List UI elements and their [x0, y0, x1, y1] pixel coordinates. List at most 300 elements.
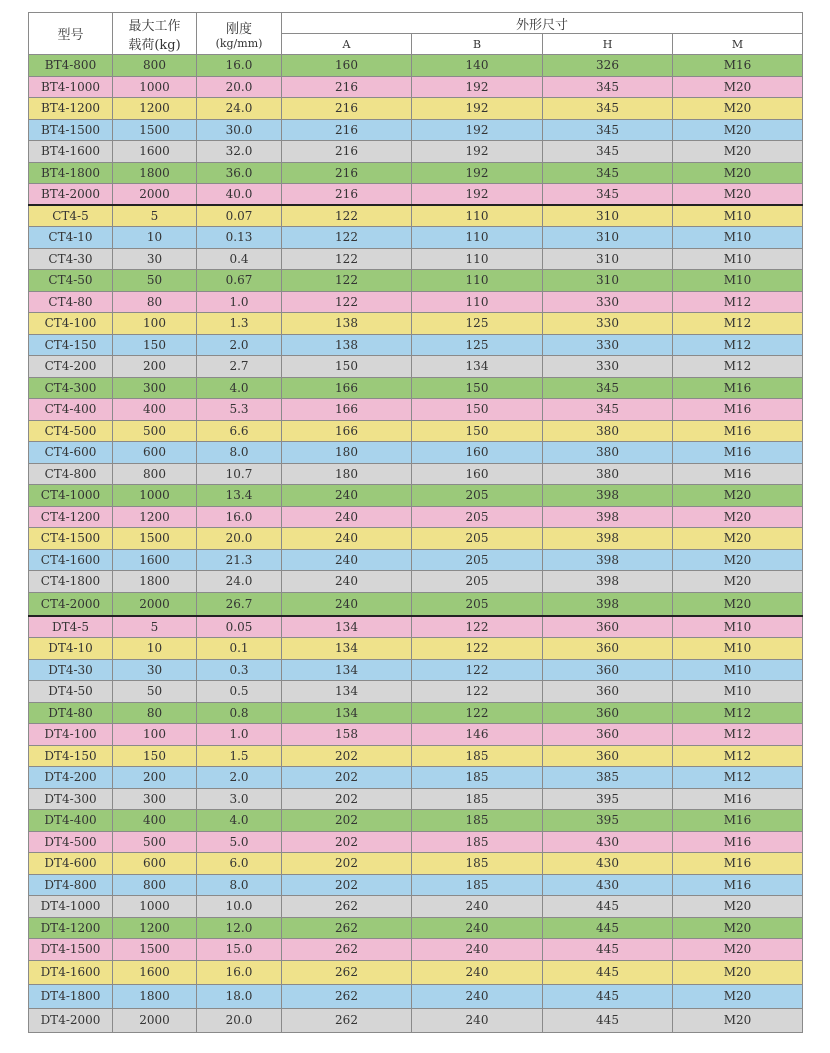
cell-dim-h: 380	[543, 442, 673, 464]
cell-max-load: 1600	[113, 549, 197, 571]
cell-model: CT4-600	[29, 442, 113, 464]
cell-max-load: 1600	[113, 141, 197, 163]
cell-dim-m: M20	[673, 939, 803, 961]
cell-dim-a: 160	[282, 55, 412, 77]
table-row	[29, 313, 803, 335]
cell-dim-a: 134	[282, 638, 412, 660]
cell-dim-b: 122	[412, 616, 543, 638]
cell-dim-m: M10	[673, 638, 803, 660]
cell-model: CT4-1000	[29, 485, 113, 507]
cell-dim-b: 205	[412, 485, 543, 507]
cell-dim-m: M10	[673, 248, 803, 270]
cell-stiffness: 36.0	[197, 162, 282, 184]
cell-dim-b: 205	[412, 592, 543, 616]
cell-dim-a: 202	[282, 745, 412, 767]
cell-stiffness: 40.0	[197, 184, 282, 206]
cell-dim-a: 216	[282, 98, 412, 120]
table-row	[29, 270, 803, 292]
cell-dim-b: 185	[412, 745, 543, 767]
cell-dim-a: 122	[282, 291, 412, 313]
cell-dim-b: 185	[412, 853, 543, 875]
cell-model: CT4-100	[29, 313, 113, 335]
cell-max-load: 200	[113, 356, 197, 378]
table-row	[29, 1008, 803, 1032]
cell-stiffness: 0.13	[197, 227, 282, 249]
table-row	[29, 638, 803, 660]
header-stiffness-line2: (kg/mm)	[215, 36, 263, 50]
cell-model: CT4-400	[29, 399, 113, 421]
cell-dim-a: 202	[282, 788, 412, 810]
cell-stiffness: 16.0	[197, 506, 282, 528]
cell-max-load: 80	[113, 291, 197, 313]
cell-dim-a: 262	[282, 984, 412, 1008]
cell-max-load: 50	[113, 270, 197, 292]
cell-max-load: 500	[113, 831, 197, 853]
cell-dim-a: 262	[282, 1008, 412, 1032]
cell-dim-m: M12	[673, 724, 803, 746]
cell-dim-h: 445	[543, 1008, 673, 1032]
cell-max-load: 150	[113, 745, 197, 767]
table-row	[29, 616, 803, 638]
cell-stiffness: 1.3	[197, 313, 282, 335]
cell-max-load: 1000	[113, 485, 197, 507]
table-row	[29, 960, 803, 984]
cell-dim-b: 140	[412, 55, 543, 77]
cell-dim-a: 122	[282, 270, 412, 292]
cell-dim-b: 240	[412, 896, 543, 918]
cell-stiffness: 21.3	[197, 549, 282, 571]
cell-dim-a: 240	[282, 528, 412, 550]
table-row	[29, 724, 803, 746]
cell-dim-b: 192	[412, 98, 543, 120]
table-body	[29, 55, 803, 1033]
cell-dim-m: M12	[673, 291, 803, 313]
cell-dim-h: 398	[543, 528, 673, 550]
cell-max-load: 1200	[113, 98, 197, 120]
cell-dim-b: 205	[412, 571, 543, 593]
cell-max-load: 400	[113, 810, 197, 832]
cell-dim-b: 205	[412, 528, 543, 550]
cell-dim-h: 310	[543, 227, 673, 249]
table-row	[29, 248, 803, 270]
table-row	[29, 702, 803, 724]
cell-dim-b: 146	[412, 724, 543, 746]
cell-dim-a: 202	[282, 831, 412, 853]
header-col-m: M	[673, 34, 803, 55]
cell-stiffness: 18.0	[197, 984, 282, 1008]
cell-model: DT4-800	[29, 874, 113, 896]
table-row	[29, 98, 803, 120]
cell-stiffness: 10.7	[197, 463, 282, 485]
cell-stiffness: 0.07	[197, 205, 282, 227]
cell-model: CT4-5	[29, 205, 113, 227]
cell-dim-b: 185	[412, 874, 543, 896]
cell-dim-m: M20	[673, 141, 803, 163]
cell-dim-m: M16	[673, 442, 803, 464]
cell-dim-h: 445	[543, 984, 673, 1008]
spec-table	[28, 12, 803, 1033]
cell-dim-h: 445	[543, 917, 673, 939]
cell-dim-a: 202	[282, 810, 412, 832]
cell-max-load: 5	[113, 616, 197, 638]
cell-stiffness: 0.4	[197, 248, 282, 270]
cell-dim-m: M20	[673, 896, 803, 918]
cell-dim-a: 134	[282, 702, 412, 724]
cell-model: DT4-500	[29, 831, 113, 853]
cell-dim-a: 122	[282, 248, 412, 270]
cell-max-load: 1500	[113, 939, 197, 961]
cell-max-load: 100	[113, 313, 197, 335]
table-row	[29, 463, 803, 485]
cell-dim-m: M12	[673, 334, 803, 356]
cell-dim-h: 430	[543, 831, 673, 853]
cell-stiffness: 8.0	[197, 874, 282, 896]
cell-dim-b: 192	[412, 119, 543, 141]
cell-model: DT4-600	[29, 853, 113, 875]
cell-stiffness: 15.0	[197, 939, 282, 961]
cell-model: CT4-1800	[29, 571, 113, 593]
cell-dim-b: 150	[412, 377, 543, 399]
header-dimensions: 外形尺寸	[282, 13, 803, 34]
cell-model: BT4-800	[29, 55, 113, 77]
cell-model: CT4-2000	[29, 592, 113, 616]
cell-dim-a: 202	[282, 767, 412, 789]
cell-stiffness: 24.0	[197, 98, 282, 120]
cell-dim-h: 360	[543, 616, 673, 638]
cell-stiffness: 24.0	[197, 571, 282, 593]
cell-max-load: 1500	[113, 119, 197, 141]
cell-model: DT4-10	[29, 638, 113, 660]
cell-dim-m: M20	[673, 162, 803, 184]
cell-dim-h: 360	[543, 681, 673, 703]
table-row	[29, 896, 803, 918]
table-row	[29, 485, 803, 507]
cell-model: BT4-1200	[29, 98, 113, 120]
cell-dim-h: 380	[543, 420, 673, 442]
cell-dim-m: M12	[673, 745, 803, 767]
cell-model: DT4-30	[29, 659, 113, 681]
cell-dim-m: M16	[673, 420, 803, 442]
cell-dim-h: 430	[543, 874, 673, 896]
cell-dim-h: 360	[543, 638, 673, 660]
cell-dim-h: 330	[543, 356, 673, 378]
cell-dim-m: M12	[673, 767, 803, 789]
cell-stiffness: 0.3	[197, 659, 282, 681]
cell-max-load: 1800	[113, 571, 197, 593]
cell-dim-m: M10	[673, 205, 803, 227]
cell-dim-b: 185	[412, 788, 543, 810]
table-row	[29, 681, 803, 703]
cell-stiffness: 12.0	[197, 917, 282, 939]
cell-dim-h: 398	[543, 485, 673, 507]
cell-model: DT4-1500	[29, 939, 113, 961]
cell-stiffness: 6.0	[197, 853, 282, 875]
cell-dim-h: 326	[543, 55, 673, 77]
table-row	[29, 399, 803, 421]
cell-max-load: 30	[113, 659, 197, 681]
cell-dim-m: M10	[673, 227, 803, 249]
cell-dim-a: 122	[282, 205, 412, 227]
cell-max-load: 200	[113, 767, 197, 789]
table-row	[29, 810, 803, 832]
table-row	[29, 55, 803, 77]
cell-dim-m: M10	[673, 681, 803, 703]
cell-model: CT4-1500	[29, 528, 113, 550]
cell-dim-b: 240	[412, 1008, 543, 1032]
table-row	[29, 506, 803, 528]
header-model: 型号	[29, 13, 113, 55]
cell-dim-b: 122	[412, 702, 543, 724]
cell-dim-m: M20	[673, 528, 803, 550]
cell-dim-m: M16	[673, 810, 803, 832]
table-row	[29, 162, 803, 184]
cell-model: CT4-80	[29, 291, 113, 313]
table-row	[29, 549, 803, 571]
cell-model: BT4-1000	[29, 76, 113, 98]
cell-dim-a: 216	[282, 141, 412, 163]
cell-dim-m: M20	[673, 119, 803, 141]
cell-dim-h: 385	[543, 767, 673, 789]
cell-dim-a: 122	[282, 227, 412, 249]
cell-dim-m: M20	[673, 984, 803, 1008]
cell-dim-h: 345	[543, 184, 673, 206]
cell-dim-a: 202	[282, 874, 412, 896]
cell-dim-h: 345	[543, 399, 673, 421]
cell-dim-b: 240	[412, 939, 543, 961]
cell-dim-m: M16	[673, 853, 803, 875]
cell-model: DT4-400	[29, 810, 113, 832]
cell-dim-a: 166	[282, 377, 412, 399]
table-row	[29, 939, 803, 961]
cell-stiffness: 16.0	[197, 960, 282, 984]
cell-dim-m: M20	[673, 1008, 803, 1032]
cell-model: CT4-1200	[29, 506, 113, 528]
cell-dim-m: M20	[673, 76, 803, 98]
table-row	[29, 788, 803, 810]
cell-stiffness: 20.0	[197, 528, 282, 550]
cell-dim-a: 240	[282, 592, 412, 616]
cell-model: BT4-1600	[29, 141, 113, 163]
cell-dim-h: 345	[543, 141, 673, 163]
cell-model: CT4-30	[29, 248, 113, 270]
cell-dim-b: 192	[412, 184, 543, 206]
cell-dim-m: M20	[673, 960, 803, 984]
cell-dim-a: 134	[282, 616, 412, 638]
cell-model: DT4-1200	[29, 917, 113, 939]
table-row	[29, 291, 803, 313]
cell-dim-m: M12	[673, 356, 803, 378]
cell-dim-h: 398	[543, 592, 673, 616]
cell-max-load: 1800	[113, 984, 197, 1008]
cell-max-load: 1500	[113, 528, 197, 550]
cell-dim-b: 192	[412, 76, 543, 98]
cell-dim-a: 138	[282, 313, 412, 335]
cell-dim-m: M10	[673, 270, 803, 292]
cell-dim-h: 310	[543, 205, 673, 227]
cell-model: BT4-1500	[29, 119, 113, 141]
cell-dim-m: M20	[673, 571, 803, 593]
cell-dim-b: 240	[412, 984, 543, 1008]
cell-max-load: 10	[113, 638, 197, 660]
cell-dim-m: M20	[673, 485, 803, 507]
cell-dim-m: M12	[673, 702, 803, 724]
cell-dim-a: 150	[282, 356, 412, 378]
cell-dim-a: 216	[282, 119, 412, 141]
cell-stiffness: 0.5	[197, 681, 282, 703]
cell-model: DT4-2000	[29, 1008, 113, 1032]
cell-model: DT4-5	[29, 616, 113, 638]
cell-max-load: 300	[113, 377, 197, 399]
cell-dim-m: M16	[673, 463, 803, 485]
cell-dim-a: 166	[282, 420, 412, 442]
table-row	[29, 119, 803, 141]
cell-dim-h: 360	[543, 702, 673, 724]
table-row	[29, 592, 803, 616]
table-row	[29, 334, 803, 356]
cell-dim-b: 160	[412, 463, 543, 485]
cell-model: CT4-500	[29, 420, 113, 442]
cell-stiffness: 20.0	[197, 1008, 282, 1032]
cell-dim-m: M16	[673, 55, 803, 77]
cell-max-load: 1000	[113, 896, 197, 918]
cell-dim-b: 125	[412, 313, 543, 335]
cell-max-load: 800	[113, 463, 197, 485]
header-max-load-line1: 最大工作	[128, 18, 181, 34]
cell-model: CT4-50	[29, 270, 113, 292]
cell-dim-m: M16	[673, 831, 803, 853]
cell-dim-m: M20	[673, 917, 803, 939]
cell-dim-a: 216	[282, 184, 412, 206]
table-row	[29, 984, 803, 1008]
cell-max-load: 1800	[113, 162, 197, 184]
cell-model: CT4-200	[29, 356, 113, 378]
table-row	[29, 917, 803, 939]
cell-max-load: 1200	[113, 506, 197, 528]
table-row	[29, 528, 803, 550]
table-row	[29, 831, 803, 853]
cell-model: DT4-1800	[29, 984, 113, 1008]
cell-dim-b: 110	[412, 227, 543, 249]
cell-stiffness: 0.05	[197, 616, 282, 638]
table-header	[29, 13, 803, 55]
cell-max-load: 150	[113, 334, 197, 356]
cell-dim-m: M16	[673, 377, 803, 399]
cell-dim-h: 445	[543, 939, 673, 961]
cell-dim-h: 345	[543, 76, 673, 98]
cell-dim-a: 202	[282, 853, 412, 875]
cell-dim-h: 398	[543, 571, 673, 593]
cell-dim-m: M10	[673, 616, 803, 638]
cell-dim-b: 185	[412, 810, 543, 832]
cell-dim-a: 262	[282, 960, 412, 984]
cell-dim-h: 398	[543, 506, 673, 528]
cell-stiffness: 20.0	[197, 76, 282, 98]
cell-stiffness: 0.8	[197, 702, 282, 724]
cell-dim-b: 134	[412, 356, 543, 378]
cell-stiffness: 2.7	[197, 356, 282, 378]
cell-model: DT4-1000	[29, 896, 113, 918]
cell-dim-a: 240	[282, 571, 412, 593]
cell-dim-m: M20	[673, 592, 803, 616]
table-row	[29, 141, 803, 163]
cell-dim-a: 240	[282, 549, 412, 571]
table-row	[29, 571, 803, 593]
cell-stiffness: 0.67	[197, 270, 282, 292]
cell-dim-h: 345	[543, 119, 673, 141]
cell-stiffness: 0.1	[197, 638, 282, 660]
cell-dim-b: 185	[412, 831, 543, 853]
cell-stiffness: 4.0	[197, 810, 282, 832]
cell-max-load: 100	[113, 724, 197, 746]
cell-dim-a: 166	[282, 399, 412, 421]
cell-dim-h: 345	[543, 98, 673, 120]
cell-stiffness: 16.0	[197, 55, 282, 77]
cell-max-load: 2000	[113, 184, 197, 206]
cell-dim-b: 110	[412, 291, 543, 313]
cell-dim-m: M20	[673, 98, 803, 120]
cell-max-load: 10	[113, 227, 197, 249]
table-row	[29, 356, 803, 378]
table-row	[29, 227, 803, 249]
cell-stiffness: 1.5	[197, 745, 282, 767]
cell-dim-h: 345	[543, 162, 673, 184]
cell-dim-h: 445	[543, 896, 673, 918]
cell-stiffness: 1.0	[197, 291, 282, 313]
cell-model: BT4-1800	[29, 162, 113, 184]
table-row	[29, 853, 803, 875]
cell-dim-h: 310	[543, 270, 673, 292]
cell-dim-a: 216	[282, 76, 412, 98]
cell-dim-b: 125	[412, 334, 543, 356]
cell-dim-a: 240	[282, 485, 412, 507]
cell-max-load: 80	[113, 702, 197, 724]
cell-dim-b: 122	[412, 681, 543, 703]
cell-dim-m: M16	[673, 399, 803, 421]
cell-dim-a: 134	[282, 659, 412, 681]
cell-dim-a: 180	[282, 463, 412, 485]
cell-stiffness: 8.0	[197, 442, 282, 464]
cell-dim-h: 395	[543, 788, 673, 810]
cell-model: DT4-100	[29, 724, 113, 746]
cell-dim-b: 192	[412, 162, 543, 184]
table-row	[29, 420, 803, 442]
cell-model: CT4-10	[29, 227, 113, 249]
cell-dim-h: 330	[543, 291, 673, 313]
cell-dim-a: 262	[282, 896, 412, 918]
cell-dim-m: M12	[673, 313, 803, 335]
cell-dim-b: 160	[412, 442, 543, 464]
cell-max-load: 500	[113, 420, 197, 442]
cell-dim-h: 430	[543, 853, 673, 875]
cell-model: CT4-300	[29, 377, 113, 399]
cell-dim-a: 262	[282, 917, 412, 939]
cell-stiffness: 32.0	[197, 141, 282, 163]
cell-dim-b: 205	[412, 549, 543, 571]
cell-max-load: 50	[113, 681, 197, 703]
cell-model: CT4-800	[29, 463, 113, 485]
table-row	[29, 874, 803, 896]
cell-stiffness: 3.0	[197, 788, 282, 810]
cell-dim-b: 110	[412, 205, 543, 227]
cell-max-load: 1200	[113, 917, 197, 939]
cell-dim-b: 122	[412, 659, 543, 681]
table-row	[29, 442, 803, 464]
cell-dim-a: 240	[282, 506, 412, 528]
cell-dim-b: 122	[412, 638, 543, 660]
cell-dim-m: M20	[673, 184, 803, 206]
cell-dim-h: 445	[543, 960, 673, 984]
header-max-load-line2: 载荷(kg)	[128, 37, 181, 53]
